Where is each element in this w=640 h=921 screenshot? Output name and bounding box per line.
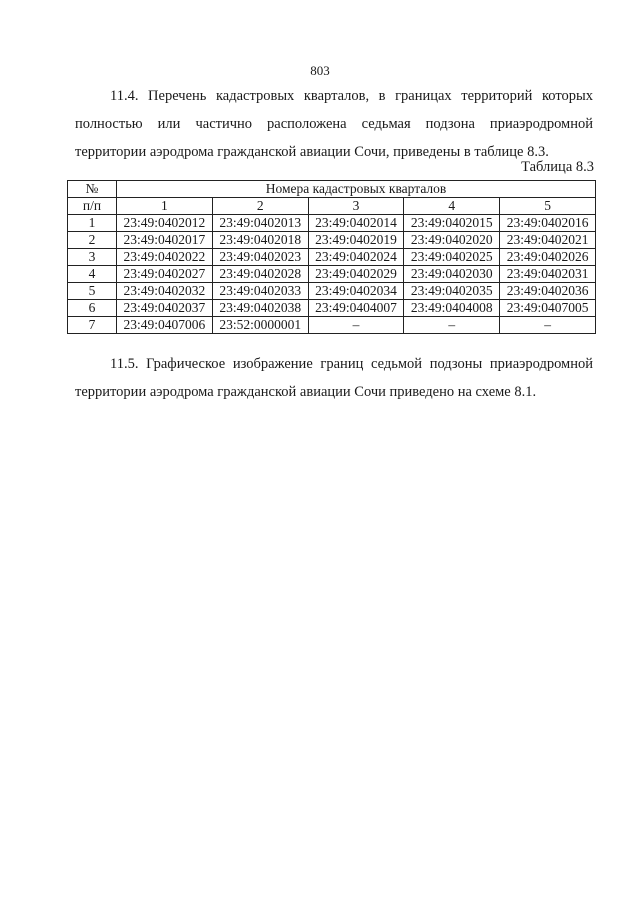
table-body bbox=[68, 215, 596, 334]
table-caption: Таблица 8.3 bbox=[521, 159, 594, 175]
row-number: 1 bbox=[68, 215, 117, 232]
cadastral-number-cell: 23:49:0402018 bbox=[212, 232, 308, 249]
cadastral-number-cell: 23:49:0402030 bbox=[404, 266, 500, 283]
cadastral-number-cell: 23:49:0402017 bbox=[117, 232, 213, 249]
row-number: 6 bbox=[68, 300, 117, 317]
header-num-top: № bbox=[68, 181, 117, 198]
column-number: 5 bbox=[500, 198, 596, 215]
paragraph-text: Графическое изображение границ седьмой подзоны приаэродромной территории аэродрома гражданской авиации Сочи приведено на схеме 8.1. bbox=[75, 356, 593, 400]
cadastral-number-cell: 23:49:0402033 bbox=[212, 283, 308, 300]
row-number: 5 bbox=[68, 283, 117, 300]
table-row bbox=[68, 317, 596, 334]
paragraph-text: Перечень кадастровых кварталов, в границах территорий которых полностью или частично расположена седьмая подзона приаэродромной территории аэродрома гражданской авиации Сочи, приведены в таблице 8.3. bbox=[75, 88, 594, 160]
paragraph-number: 11.5. bbox=[110, 356, 139, 372]
row-number: 2 bbox=[68, 232, 117, 249]
table-header-row bbox=[68, 198, 596, 215]
paragraph-11-4 bbox=[75, 82, 593, 166]
cadastral-number-cell: 23:49:0402023 bbox=[212, 249, 308, 266]
cadastral-number-cell: 23:49:0402016 bbox=[500, 215, 596, 232]
cadastral-number-cell: 23:49:0402029 bbox=[308, 266, 404, 283]
cadastral-number-cell: 23:49:0402026 bbox=[500, 249, 596, 266]
cadastral-number-cell: 23:49:0404008 bbox=[404, 300, 500, 317]
table-row bbox=[68, 249, 596, 266]
table-row bbox=[68, 300, 596, 317]
cadastral-number-cell: 23:49:0402034 bbox=[308, 283, 404, 300]
column-number: 2 bbox=[212, 198, 308, 215]
cadastral-quarters-table bbox=[67, 180, 596, 334]
cadastral-number-cell: 23:49:0402038 bbox=[212, 300, 308, 317]
cadastral-number-cell: 23:49:0402019 bbox=[308, 232, 404, 249]
cadastral-number-cell: 23:49:0407005 bbox=[500, 300, 596, 317]
cadastral-number-cell: 23:49:0402014 bbox=[308, 215, 404, 232]
cadastral-number-cell: 23:49:0402020 bbox=[404, 232, 500, 249]
row-number: 4 bbox=[68, 266, 117, 283]
header-group-title: Номера кадастровых кварталов bbox=[117, 181, 596, 198]
cadastral-number-cell: 23:49:0407006 bbox=[117, 317, 213, 334]
cadastral-number-cell: 23:49:0402025 bbox=[404, 249, 500, 266]
row-number: 3 bbox=[68, 249, 117, 266]
column-number: 1 bbox=[117, 198, 213, 215]
cadastral-number-cell: 23:52:0000001 bbox=[212, 317, 308, 334]
cadastral-number-cell: 23:49:0402036 bbox=[500, 283, 596, 300]
header-num-bottom: п/п bbox=[68, 198, 117, 215]
cadastral-number-cell: 23:49:0404007 bbox=[308, 300, 404, 317]
table-header-row bbox=[68, 181, 596, 198]
cadastral-number-cell: 23:49:0402024 bbox=[308, 249, 404, 266]
table-row bbox=[68, 266, 596, 283]
cadastral-number-cell: 23:49:0402013 bbox=[212, 215, 308, 232]
cadastral-number-cell: 23:49:0402022 bbox=[117, 249, 213, 266]
column-number: 4 bbox=[404, 198, 500, 215]
page-number: 803 bbox=[310, 63, 330, 78]
cadastral-number-cell: 23:49:0402015 bbox=[404, 215, 500, 232]
table-row bbox=[68, 283, 596, 300]
cadastral-number-cell: 23:49:0402021 bbox=[500, 232, 596, 249]
cadastral-number-cell: – bbox=[308, 317, 404, 334]
table-row bbox=[68, 232, 596, 249]
cadastral-number-cell: – bbox=[404, 317, 500, 334]
cadastral-number-cell: 23:49:0402027 bbox=[117, 266, 213, 283]
paragraph-11-5 bbox=[75, 350, 593, 406]
paragraph-number: 11.4. bbox=[110, 88, 139, 104]
column-number: 3 bbox=[308, 198, 404, 215]
cadastral-number-cell: 23:49:0402035 bbox=[404, 283, 500, 300]
cadastral-number-cell: 23:49:0402031 bbox=[500, 266, 596, 283]
cadastral-number-cell: 23:49:0402012 bbox=[117, 215, 213, 232]
table-row bbox=[68, 215, 596, 232]
cadastral-number-cell: 23:49:0402037 bbox=[117, 300, 213, 317]
cadastral-number-cell: – bbox=[500, 317, 596, 334]
row-number: 7 bbox=[68, 317, 117, 334]
cadastral-number-cell: 23:49:0402032 bbox=[117, 283, 213, 300]
cadastral-number-cell: 23:49:0402028 bbox=[212, 266, 308, 283]
